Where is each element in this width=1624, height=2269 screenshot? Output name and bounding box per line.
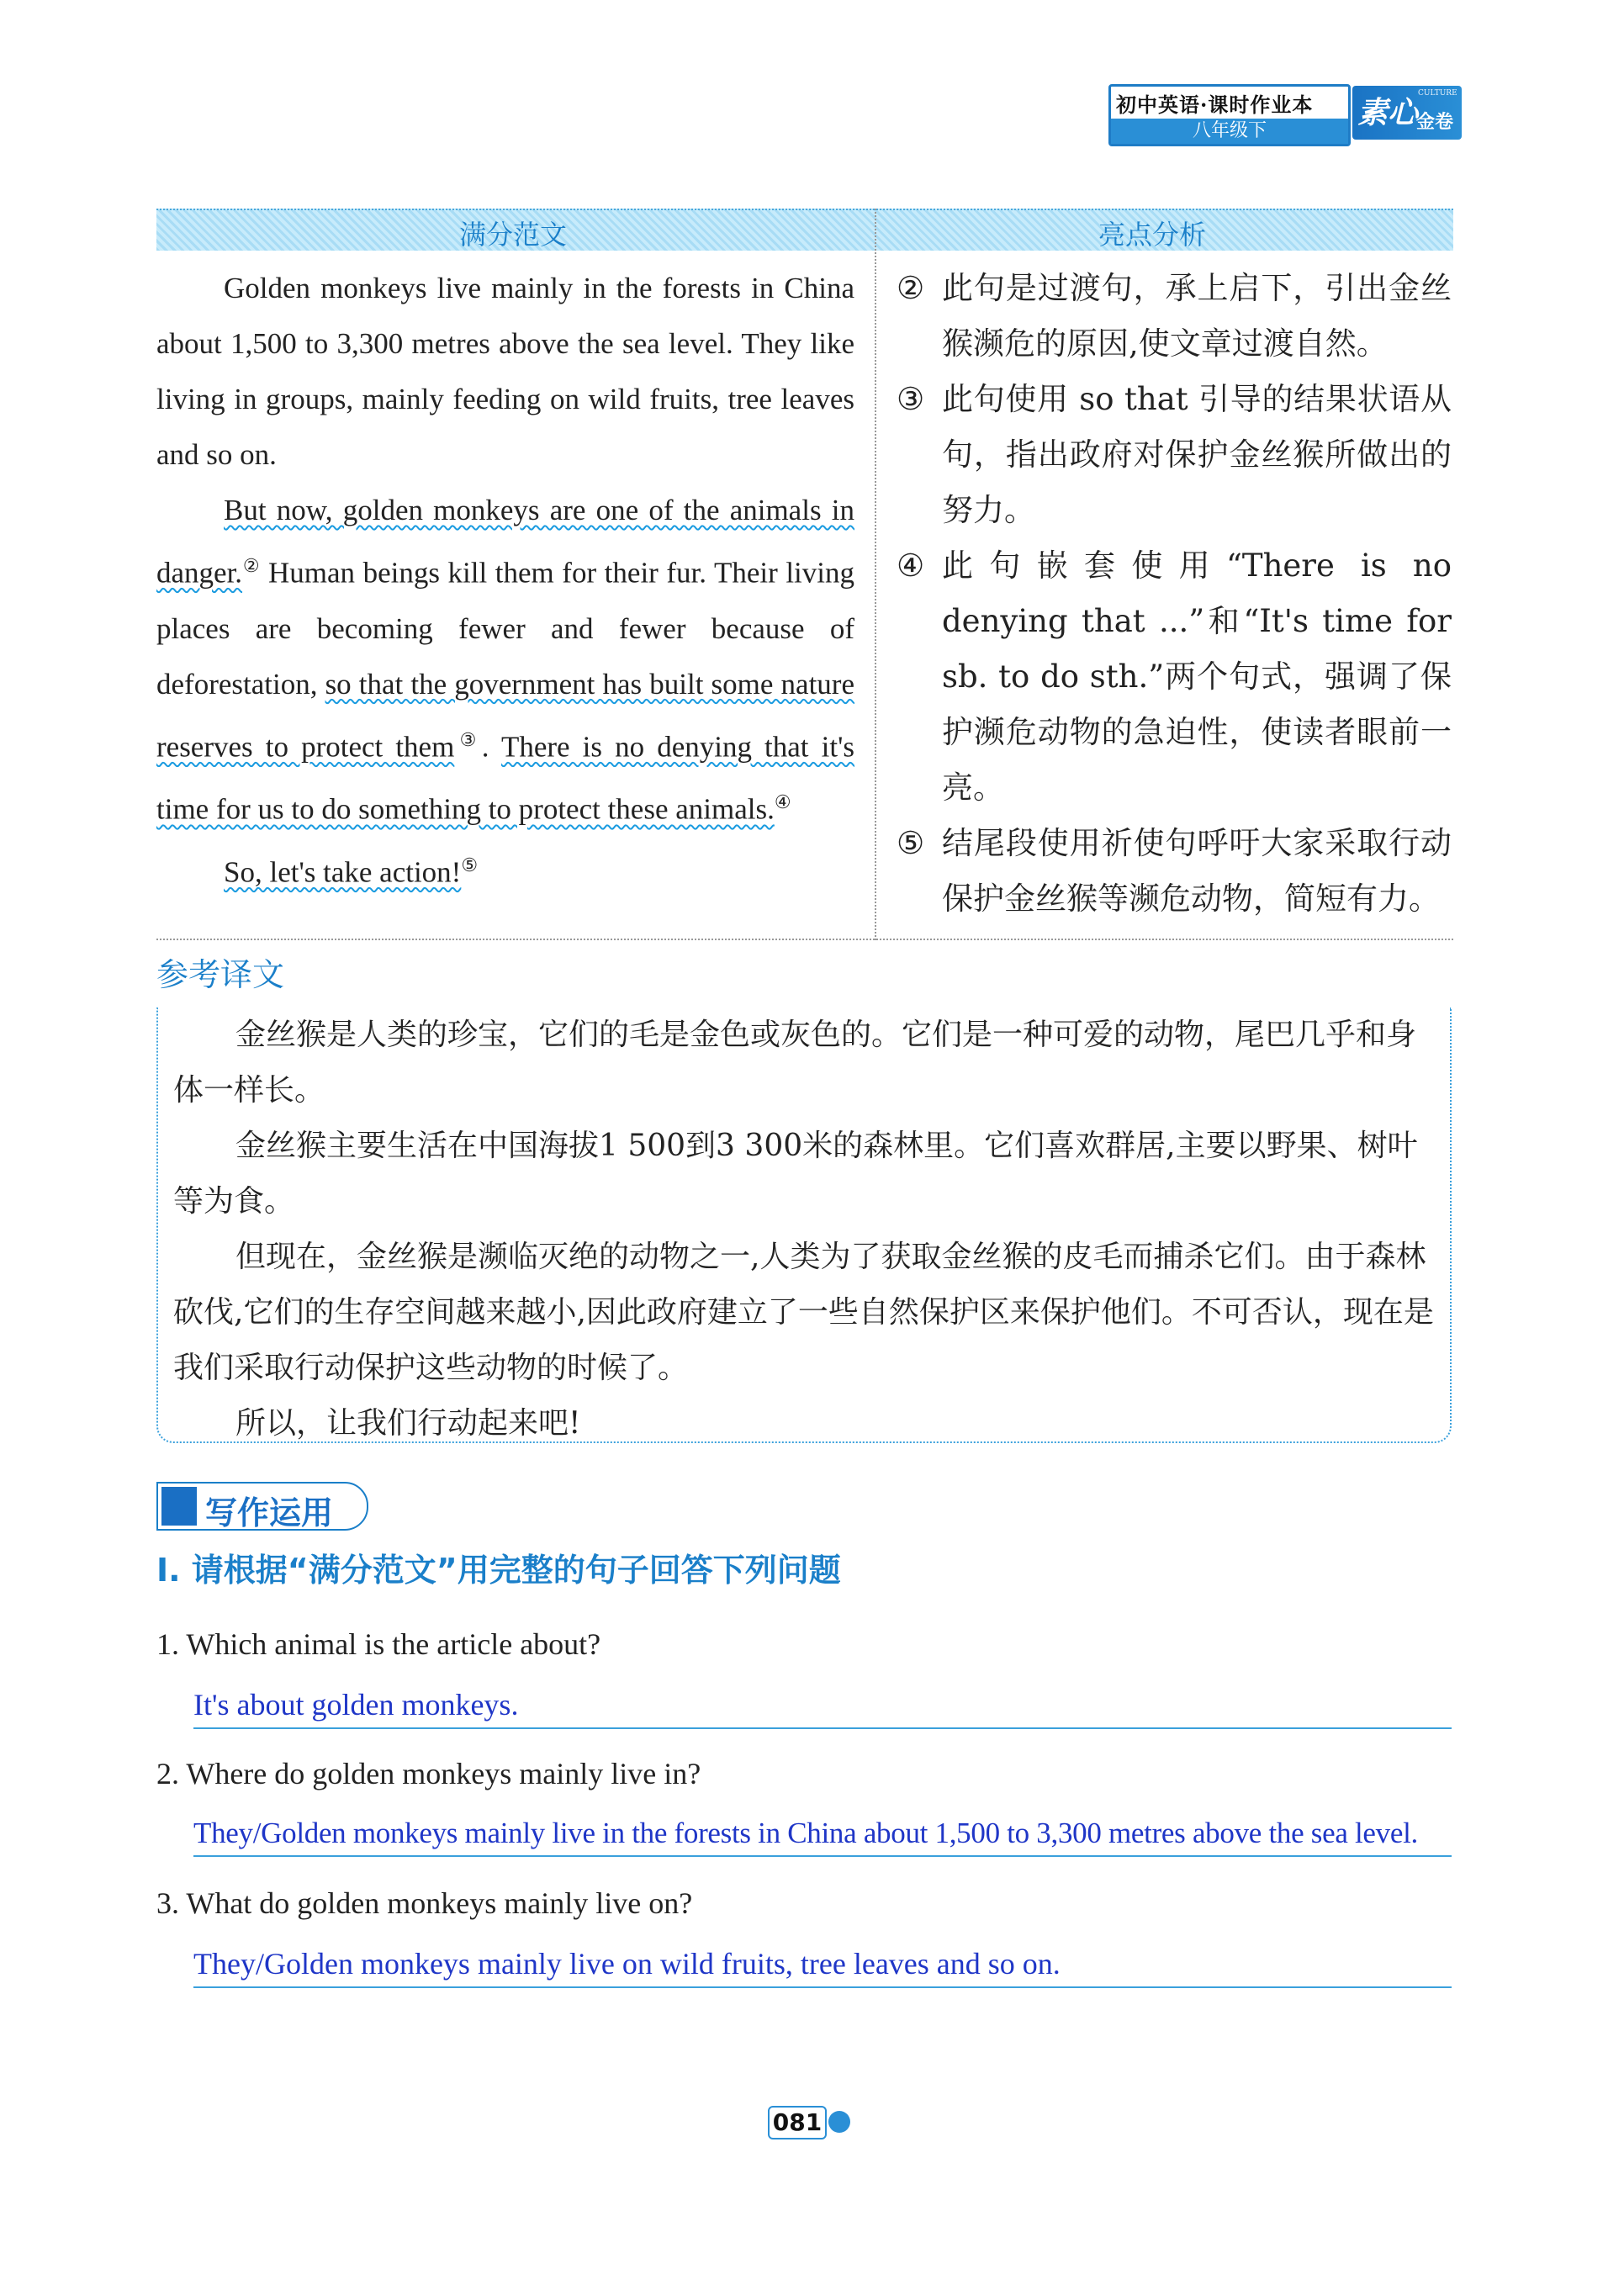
reference-title: 参考译文 bbox=[156, 956, 285, 993]
reference-text bbox=[173, 1008, 1435, 1452]
page-dot-icon bbox=[828, 2111, 850, 2133]
model-essay-heading: 满分范文 bbox=[459, 219, 568, 251]
model-essay-table bbox=[156, 209, 1453, 940]
page-number-badge bbox=[768, 2106, 849, 2139]
answer-1: It's about golden monkeys. bbox=[193, 1687, 1452, 1729]
note-text: 此句使用 so that 引导的结果状语从句，指出政府对保护金丝猴所做出的努力。 bbox=[942, 381, 1452, 528]
highlight-so-that: so that the government has built some nature reserves to protect them bbox=[156, 667, 854, 764]
note-mark: ② bbox=[242, 555, 261, 576]
column-divider bbox=[875, 209, 876, 940]
part-title: I. 请根据“满分范文”用完整的句子回答下列问题 bbox=[156, 1552, 841, 1589]
section-tag bbox=[156, 1482, 368, 1531]
highlight-transition: But now, golden monkeys are one of the animals in danger. bbox=[156, 494, 854, 590]
book-title-badge bbox=[1108, 84, 1351, 146]
section-label: 写作运用 bbox=[205, 1494, 334, 1531]
essay-text: Human beings kill them for their fur. Their living places are becoming fewer and fewer because of deforestation, bbox=[156, 556, 854, 701]
table-header-bar bbox=[156, 209, 1453, 251]
book-title: 初中英语·课时作业本 bbox=[1116, 93, 1314, 117]
essay-paragraph-1 bbox=[156, 261, 854, 483]
analysis-heading: 亮点分析 bbox=[1098, 219, 1207, 251]
note-mark: ⑤ bbox=[461, 854, 479, 875]
table-bottom-rule bbox=[156, 939, 1453, 940]
highlight-no-denying: There is no denying that it's time for us to do something to protect these animals. bbox=[156, 730, 854, 826]
highlight-ending: So, let's take action! bbox=[224, 855, 462, 889]
publisher-logo bbox=[1352, 86, 1462, 140]
essay-text: . bbox=[481, 730, 501, 764]
book-header bbox=[1108, 84, 1462, 141]
reference-paragraph: 金丝猴主要生活在中国海拔1 500到3 300米的森林里。它们喜欢群居,主要以野果、树叶等为食。 bbox=[173, 1129, 1418, 1219]
note-number: ② bbox=[897, 270, 925, 306]
analysis-notes bbox=[897, 261, 1452, 927]
logo-tagline: CULTURE bbox=[1418, 89, 1457, 98]
note-text: 此句嵌套使用“There is no denying that ...”和“It's time for sb. to do sth.”两个句式，强调了保护濒危动物的急迫性，使读者眼前一亮。 bbox=[942, 547, 1452, 806]
question-3: 3. What do golden monkeys mainly live on? bbox=[156, 1886, 693, 1920]
essay-paragraph-3 bbox=[156, 838, 854, 901]
note-number: ④ bbox=[897, 547, 925, 584]
section-square-icon bbox=[161, 1487, 197, 1526]
question-1: 1. Which animal is the article about? bbox=[156, 1627, 601, 1661]
model-essay bbox=[156, 261, 854, 901]
note-text: 结尾段使用祈使句呼吁大家采取行动保护金丝猴等濒危动物，简短有力。 bbox=[942, 825, 1452, 917]
reference-paragraph: 金丝猴是人类的珍宝，它们的毛是金色或灰色的。它们是一种可爱的动物，尾巴几乎和身体一样长。 bbox=[173, 1018, 1417, 1108]
reference-box bbox=[156, 1008, 1452, 1443]
logo-main: 素心 bbox=[1357, 95, 1419, 130]
note-item bbox=[897, 816, 1452, 927]
note-number: ⑤ bbox=[897, 825, 925, 861]
answer-2: They/Golden monkeys mainly live in the forests in China about 1,500 to 3,300 metres above the sea level. bbox=[193, 1817, 1452, 1857]
note-item bbox=[897, 538, 1452, 816]
note-item bbox=[897, 372, 1452, 538]
note-item bbox=[897, 261, 1452, 372]
reference-paragraph: 但现在，金丝猴是濒临灭绝的动物之一,人类为了获取金丝猴的皮毛而捕杀它们。由于森林砍伐,它们的生存空间越来越小,因此政府建立了一些自然保护区来保护他们。不可否认，现在是我们采取行动保护这些动物的时候了。 bbox=[173, 1240, 1434, 1385]
note-text: 此句是过渡句，承上启下，引出金丝猴濒危的原因,使文章过渡自然。 bbox=[942, 270, 1452, 362]
essay-paragraph-2 bbox=[156, 483, 854, 838]
essay-text: Golden monkeys live mainly in the forests in China about 1,500 to 3,300 metres above the sea level. They like living in groups, mainly feeding on wild fruits, tree leaves and so on. bbox=[156, 272, 854, 471]
page-number: 081 bbox=[768, 2106, 827, 2139]
answer-3: They/Golden monkeys mainly live on wild fruits, tree leaves and so on. bbox=[193, 1946, 1452, 1988]
logo-sub: 金卷 bbox=[1416, 111, 1454, 133]
question-2: 2. Where do golden monkeys mainly live in? bbox=[156, 1757, 701, 1790]
note-mark: ③ bbox=[454, 728, 482, 750]
grade-label: 八年级下 bbox=[1111, 119, 1348, 144]
reference-paragraph: 所以，让我们行动起来吧! bbox=[235, 1406, 581, 1441]
note-number: ③ bbox=[897, 381, 925, 417]
note-mark: ④ bbox=[774, 791, 791, 813]
